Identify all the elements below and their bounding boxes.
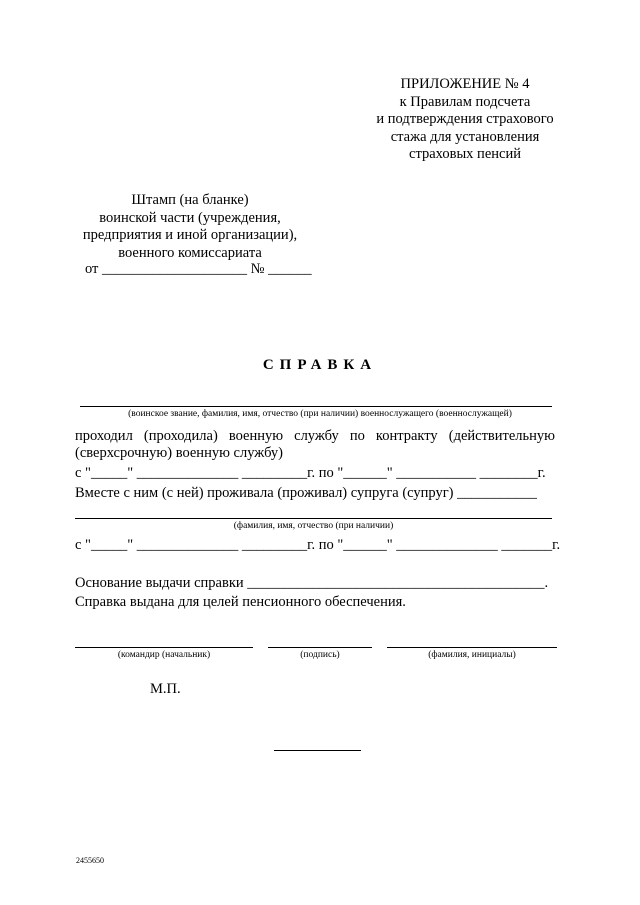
signature-rule: [268, 647, 372, 648]
appendix-line: ПРИЛОЖЕНИЕ № 4: [400, 76, 530, 92]
stamp-line: Штамп (на бланке): [131, 192, 249, 208]
basis-text: Основание выдачи справки _________________________________________.: [75, 575, 549, 591]
service-period: с "_____" ______________ _________г. по "______" ___________ ________г.: [75, 465, 546, 481]
document-title: СПРАВКА: [262, 357, 378, 373]
document-number: 2455650: [76, 856, 104, 865]
appendix-header: [340, 76, 590, 164]
stamp-block: [60, 192, 320, 262]
bottom-rule: [274, 750, 361, 751]
serviceman-rule: [80, 406, 552, 407]
spouse-text: Вместе с ним (с ней) проживала (проживал) супруга (супруг) ___________: [75, 485, 537, 501]
spouse-caption: (фамилия, имя, отчество (при наличии): [233, 521, 394, 531]
commander-caption: (командир (начальник): [117, 650, 211, 660]
commander-rule: [75, 647, 253, 648]
service-text-line1: проходил (проходила) военную службу по контракту (действительную: [75, 428, 555, 444]
stamp-date-line: от ____________________ № ______: [85, 261, 312, 277]
appendix-line: к Правилам подсчета: [399, 93, 531, 110]
stamp-line: военного комиссариата: [118, 244, 262, 261]
appendix-line: стажа для установления: [390, 128, 540, 145]
signature-caption: (подпись): [300, 650, 340, 660]
name-rule: [387, 647, 557, 648]
appendix-line: и подтверждения страхового: [376, 111, 554, 127]
purpose-text: Справка выдана для целей пенсионного обеспечения.: [75, 594, 406, 610]
service-text-line2: (сверхсрочную) военную службу): [75, 445, 283, 461]
appendix-line: страховых пенсий: [409, 146, 521, 162]
seal-mark: М.П.: [150, 681, 181, 697]
stamp-line: воинской части (учреждения,: [99, 209, 281, 226]
spouse-period: с "_____" ______________ _________г. по "______" ______________ _______г.: [75, 537, 561, 553]
serviceman-caption: (воинское звание, фамилия, имя, отчество (при наличии) военнослужащего (военнослужащей): [128, 409, 512, 419]
stamp-line: предприятия и иной организации),: [82, 227, 298, 243]
spouse-rule: [75, 518, 552, 519]
name-caption: (фамилия, инициалы): [428, 650, 516, 660]
